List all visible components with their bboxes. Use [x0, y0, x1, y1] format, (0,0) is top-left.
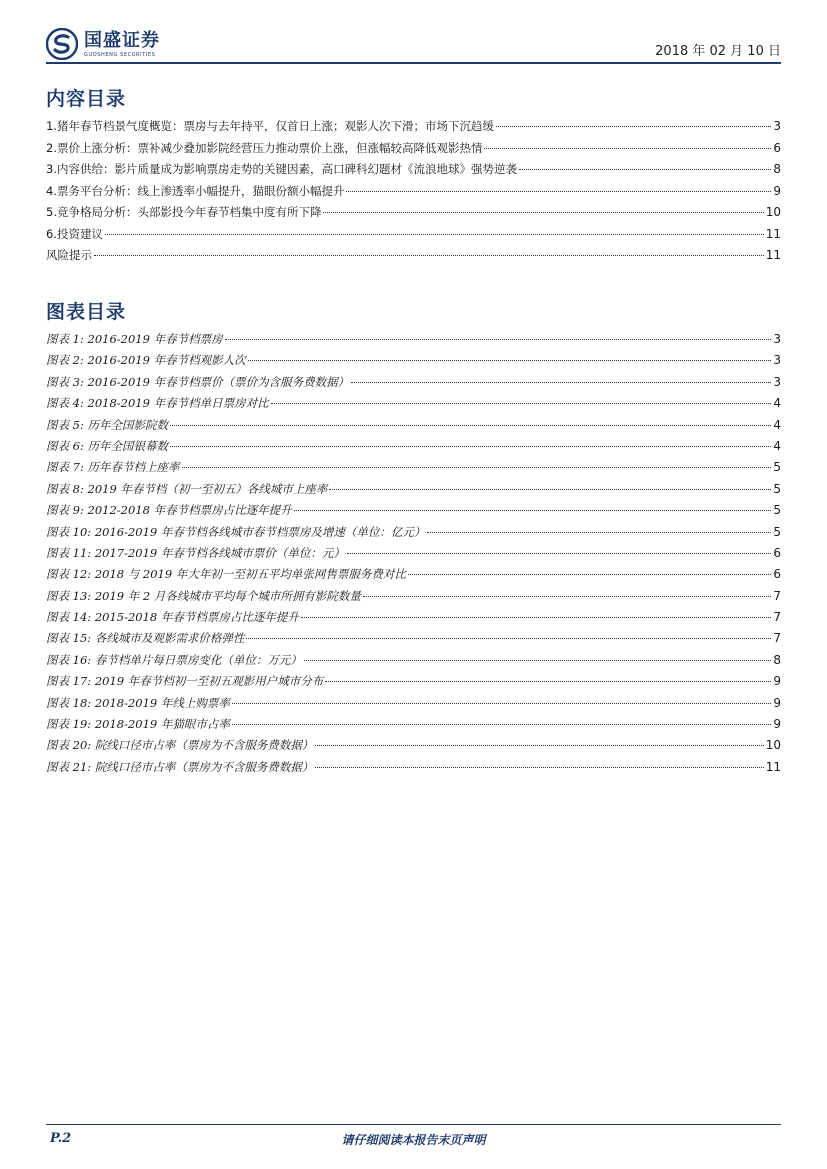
- toc-entry[interactable]: [46, 673, 781, 694]
- toc-leader-dots: [427, 532, 771, 533]
- toc-leader-dots: [323, 212, 763, 213]
- toc-entry-page: 5: [773, 503, 781, 518]
- toc-leader-dots: [271, 403, 772, 404]
- toc-entry-page: 6: [773, 545, 781, 560]
- page-number: P.2: [50, 1131, 72, 1146]
- toc-entry-page: 4: [773, 438, 781, 453]
- toc-entry[interactable]: [46, 502, 781, 523]
- toc-leader-dots: [347, 553, 771, 554]
- toc-entry-text: 图表 8: 2019 年春节档（初一至初五）各线城市上座率: [46, 481, 328, 496]
- toc-leader-dots: [304, 660, 772, 661]
- toc-entry-text: 图表 2: 2016-2019 年春节档观影人次: [46, 353, 246, 368]
- toc-entry-page: 3: [773, 374, 781, 389]
- toc-entry-text: 图表 4: 2018-2019 年春节档单日票房对比: [46, 396, 269, 411]
- toc-leader-dots: [225, 339, 772, 340]
- toc-entry-page: 9: [773, 674, 781, 689]
- toc-leader-dots: [496, 126, 771, 127]
- toc-entry-text: 图表 6: 历年全国银幕数: [46, 438, 169, 453]
- toc-entry-page: 7: [773, 610, 781, 625]
- toc-entry[interactable]: [46, 716, 781, 737]
- toc-leader-dots: [325, 681, 771, 682]
- toc-entry-text: 4.票务平台分析：线上渗透率小幅提升，猫眼份额小幅提升: [46, 183, 345, 198]
- toc-entry-text: 2.票价上涨分析：票补减少叠加影院经营压力推动票价上涨，但涨幅较高降低观影热情: [46, 140, 483, 155]
- toc-entry[interactable]: [46, 331, 781, 352]
- toc-entry-text: 图表 10: 2016-2019 年春节档各线城市春节档票房及增速（单位：亿元）: [46, 524, 426, 539]
- toc-entry-text: 图表 14: 2015-2018 年春节档票房占比逐年提升: [46, 610, 299, 625]
- toc-entry-page: 3: [773, 353, 781, 368]
- toc-leader-dots: [363, 596, 771, 597]
- toc-entry-page: 9: [773, 695, 781, 710]
- toc-entry-text: 图表 12: 2018 与 2019 年大年初一至初五平均单张网售票服务费对比: [46, 567, 406, 582]
- toc-leader-dots: [232, 703, 771, 704]
- toc-entry[interactable]: [46, 247, 781, 269]
- toc-leader-dots: [246, 638, 771, 639]
- toc-entry-page: 4: [773, 396, 781, 411]
- toc-entry[interactable]: [46, 352, 781, 373]
- toc-entry[interactable]: [46, 226, 781, 248]
- toc-leader-dots: [346, 191, 771, 192]
- toc-leader-dots: [232, 724, 771, 725]
- toc-entry-text: 图表 19: 2018-2019 年猫眼市占率: [46, 717, 230, 732]
- toc-entry-page: 11: [765, 226, 781, 241]
- toc-leader-dots: [94, 255, 764, 256]
- toc-entry-page: 10: [765, 738, 781, 753]
- chart-toc-title: 图表目录: [46, 301, 127, 323]
- toc-entry[interactable]: [46, 118, 781, 140]
- toc-leader-dots: [351, 382, 771, 383]
- toc-entry[interactable]: [46, 652, 781, 673]
- toc-entry-page: 4: [773, 417, 781, 432]
- toc-leader-dots: [301, 617, 771, 618]
- toc-entry-text: 图表 11: 2017-2019 年春节档各线城市票价（单位：元）: [46, 545, 345, 560]
- toc-entry-page: 5: [773, 481, 781, 496]
- logo-subtitle: GUOSHENG SECURITIES: [84, 51, 156, 58]
- toc-entry-page: 11: [765, 759, 781, 774]
- toc-entry-page: 8: [773, 652, 781, 667]
- toc-entry-text: 图表 18: 2018-2019 年线上购票率: [46, 695, 230, 710]
- toc-entry-page: 5: [773, 460, 781, 475]
- toc-entry-text: 3.内容供给：影片质量成为影响票房走势的关键因素，高口碑科幻题材《流浪地球》强势逆袭: [46, 162, 517, 176]
- toc-entry[interactable]: [46, 545, 781, 566]
- report-date: 2018 年 02 月 10 日: [655, 44, 781, 59]
- disclaimer-note: 请仔细阅读本报告末页声明: [341, 1133, 486, 1147]
- toc-entry-text: 图表 17: 2019 年春节档初一至初五观影用户城市分布: [46, 674, 324, 689]
- toc-entry-text: 图表 15: 各线城市及观影需求价格弹性: [46, 631, 245, 646]
- toc-entry[interactable]: [46, 588, 781, 609]
- toc-entry[interactable]: [46, 183, 781, 205]
- toc-entry-page: 5: [773, 524, 781, 539]
- toc-leader-dots: [170, 425, 771, 426]
- toc-leader-dots: [519, 169, 771, 170]
- toc-entry[interactable]: [46, 609, 781, 630]
- toc-entry-page: 6: [773, 140, 781, 155]
- toc-leader-dots: [315, 745, 763, 746]
- toc-entry[interactable]: [46, 737, 781, 758]
- toc-entry-text: 图表 21: 院线口径市占率（票房为不含服务费数据）: [46, 759, 314, 774]
- toc-entry[interactable]: [46, 438, 781, 459]
- content-toc-title: 内容目录: [46, 88, 127, 110]
- toc-entry[interactable]: [46, 140, 781, 162]
- toc-entry-text: 图表 5: 历年全国影院数: [46, 417, 169, 432]
- toc-entry[interactable]: [46, 459, 781, 480]
- toc-entry[interactable]: [46, 630, 781, 651]
- toc-entry-page: 8: [773, 162, 781, 176]
- toc-entry[interactable]: [46, 759, 781, 780]
- toc-entry-text: 5.竞争格局分析：头部影投今年春节档集中度有所下降: [46, 205, 322, 219]
- toc-entry-text: 图表 16: 春节档单片每日票房变化（单位：万元）: [46, 652, 302, 667]
- footer-divider: [46, 1124, 781, 1125]
- toc-entry[interactable]: [46, 566, 781, 587]
- toc-entry-page: 10: [765, 205, 781, 219]
- toc-entry[interactable]: [46, 395, 781, 416]
- toc-leader-dots: [294, 510, 772, 511]
- toc-entry-text: 图表 13: 2019 年 2 月各线城市平均每个城市所拥有影院数量: [46, 588, 361, 603]
- toc-entry[interactable]: [46, 695, 781, 716]
- toc-leader-dots: [170, 446, 771, 447]
- toc-leader-dots: [248, 360, 772, 361]
- toc-entry-text: 图表 9: 2012-2018 年春节档票房占比逐年提升: [46, 503, 292, 518]
- chart-toc-list: [46, 331, 781, 780]
- toc-entry-page: 7: [773, 588, 781, 603]
- toc-entry-page: 3: [773, 332, 781, 346]
- toc-entry[interactable]: [46, 524, 781, 545]
- guosheng-logo-icon: [46, 28, 78, 60]
- content-toc-list: [46, 118, 781, 269]
- toc-entry-text: 图表 1: 2016-2019 年春节档票房: [46, 332, 223, 346]
- toc-leader-dots: [315, 767, 763, 768]
- toc-entry-page: 9: [773, 183, 781, 198]
- toc-entry[interactable]: [46, 204, 781, 226]
- toc-entry-page: 11: [765, 248, 781, 262]
- toc-entry-page: 9: [773, 717, 781, 732]
- logo-name: 国盛证券: [84, 29, 160, 51]
- toc-leader-dots: [182, 467, 772, 468]
- toc-entry-text: 1.猪年春节档景气度概览：票房与去年持平，仅首日上涨；观影人次下滑；市场下沉趋缓: [46, 119, 494, 133]
- toc-entry-page: 3: [773, 119, 781, 133]
- toc-entry-text: 图表 7: 历年春节档上座率: [46, 460, 180, 475]
- toc-entry-text: 风险提示: [46, 248, 92, 262]
- toc-leader-dots: [484, 148, 771, 149]
- toc-entry-page: 7: [773, 631, 781, 646]
- toc-leader-dots: [329, 489, 771, 490]
- toc-entry[interactable]: [46, 374, 781, 395]
- header-divider: [46, 62, 781, 64]
- toc-entry[interactable]: [46, 161, 781, 183]
- company-logo: [46, 26, 160, 62]
- toc-entry-text: 图表 3: 2016-2019 年春节档票价（票价为含服务费数据）: [46, 374, 350, 389]
- toc-entry[interactable]: [46, 481, 781, 502]
- toc-entry-page: 6: [773, 567, 781, 582]
- toc-leader-dots: [408, 574, 772, 575]
- toc-entry[interactable]: [46, 417, 781, 438]
- toc-leader-dots: [105, 234, 764, 235]
- toc-entry-text: 图表 20: 院线口径市占率（票房为不含服务费数据）: [46, 738, 314, 753]
- toc-entry-text: 6.投资建议: [46, 226, 103, 241]
